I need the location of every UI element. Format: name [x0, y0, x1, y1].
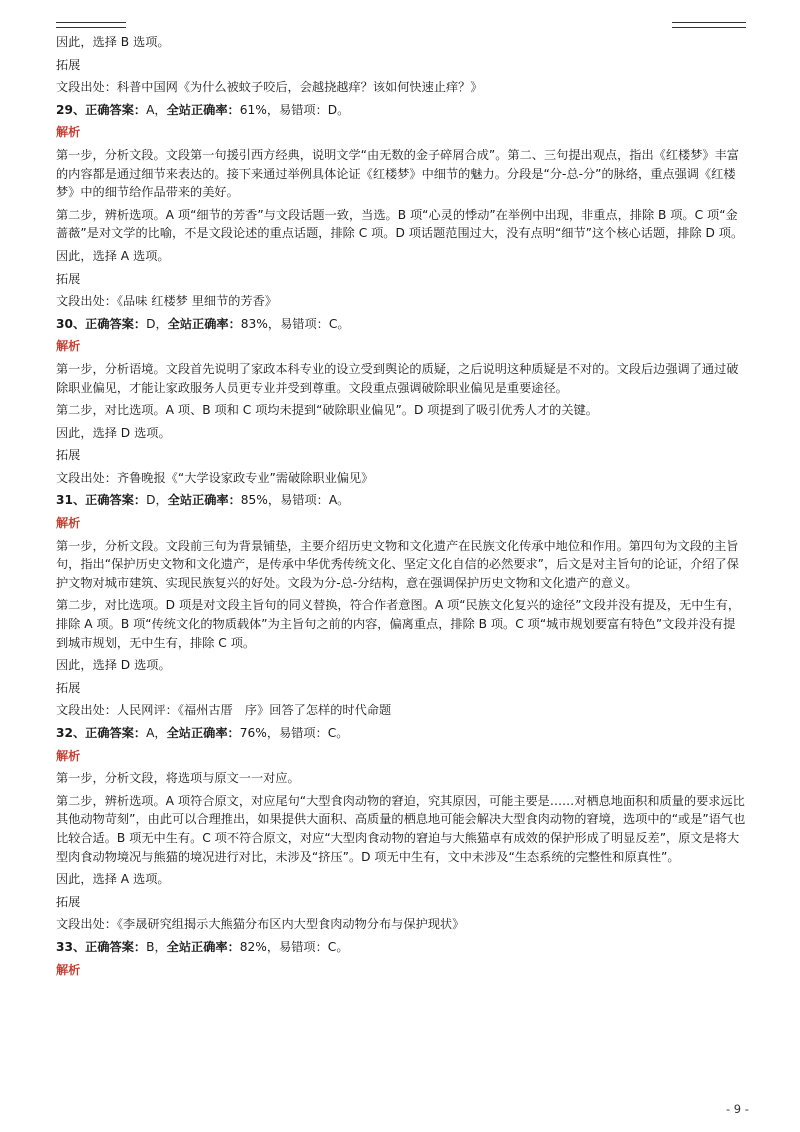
- source-line: 文段出处：《李晟研究组揭示大熊猫分布区内大型食肉动物分布与保护现状》: [56, 917, 465, 932]
- analysis-step2: 第二步，辨析选项。A 项“细节的芳香”与文段话题一致，当选。B 项“心灵的悸动”在举例中出现，非重点，排除 B 项。C 项“金蔷薇”是对文学的比喻，不是文段论述的重点话题，排除 C 项。D 项话题范围过大，没有点明“细节”这个核心话题，排除 D 项。: [56, 207, 744, 241]
- analysis-step2: 第二步，对比选项。D 项是对文段主旨句的同义替换，符合作者意图。A 项“民族文化复兴的途径”文段并没有提及，无中生有，排除 A 项。B 项“传统文化的物质载体”为主旨句之前的内容，偏离重点，排除 B 项。C 项“城市规划要富有特色”文段并没有提到城市规划，无中生有，排除 C 项。: [56, 598, 741, 650]
- extension-heading: 拓展: [56, 894, 81, 909]
- extension-heading: 拓展: [56, 57, 81, 72]
- source-line: 文段出处：《品味 红楼梦 里细节的芳香》: [56, 294, 278, 309]
- extension-heading: 拓展: [56, 271, 81, 286]
- conclusion-line: 因此，选择 A 选项。: [56, 248, 170, 263]
- question-30-answer: 30、正确答案：D，全站正确率：83%，易错项：C。: [56, 316, 350, 331]
- source-line: 文段出处：科普中国网《为什么被蚊子咬后，会越挠越痒？该如何快速止痒？》: [56, 80, 483, 95]
- conclusion-line: 因此，选择 A 选项。: [56, 872, 170, 887]
- question-33-answer: 33、正确答案：B，全站正确率：82%，易错项：C。: [56, 939, 349, 954]
- page-number: - 9 -: [726, 1102, 749, 1116]
- analysis-step2: 第二步，对比选项。A 项、B 项和 C 项均未提到“破除职业偏见”。D 项提到了吸引优秀人才的关键。: [56, 403, 598, 418]
- analysis-heading: 解析: [56, 339, 81, 354]
- conclusion-line: 因此，选择 D 选项。: [56, 658, 171, 673]
- extension-heading: 拓展: [56, 680, 81, 695]
- analysis-step1: 第一步，分析文段。文段第一句援引西方经典，说明文学“由无数的金子碎屑合成”。第二、三句提出观点，指出《红楼梦》丰富的内容都是通过细节来表达的。接下来通过举例具体论证《红楼梦》中细节的魅力。分段是“分-总-分”的脉络，重点强调《红楼梦》中的细节给作品带来的美好。: [56, 147, 739, 200]
- analysis-heading: 解析: [56, 962, 81, 977]
- conclusion-line: 因此，选择 D 选项。: [56, 425, 171, 440]
- conclusion-line: 因此，选择 B 选项。: [56, 35, 170, 49]
- page-content: [56, 33, 746, 983]
- analysis-step1: 第一步，分析文段，将选项与原文一一对应。: [56, 771, 300, 786]
- source-line: 文段出处：人民网评：《福州古厝 序》回答了怎样的时代命题: [56, 703, 392, 718]
- question-31-answer: 31、正确答案：D，全站正确率：85%，易错项：A。: [56, 493, 350, 508]
- question-32-answer: 32、正确答案：A，全站正确率：76%，易错项：C。: [56, 726, 349, 740]
- analysis-heading: 解析: [56, 125, 81, 140]
- extension-heading: 拓展: [56, 448, 81, 463]
- question-29-answer: 29、正确答案：A，全站正确率：61%，易错项：D。: [56, 102, 350, 117]
- analysis-step1: 第一步，分析文段。文段前三句为背景铺垫，主要介绍历史文物和文化遗产在民族文化传承中地位和作用。第四句为文段的主旨句，指出“保护历史文物和文化遗产，是传承中华优秀传统文化、坚定文化自信的必然要求”，后文是对主旨句的论证，介绍了保护文物对城市建筑、实现民族复兴的好处。文段为分-总-分结构，意在强调保护历史文物和文化遗产的意义。: [56, 538, 739, 590]
- analysis-step1: 第一步，分析语境。文段首先说明了家政本科专业的设立受到舆论的质疑，之后说明这种质疑是不对的。文段后边强调了通过破除职业偏见，才能让家政服务人员更专业并受到尊重。文段重点强调破除职业偏见是重要途径。: [56, 361, 739, 395]
- source-line: 文段出处：齐鲁晚报《“大学设家政专业”需破除职业偏见》: [56, 470, 374, 485]
- analysis-heading: 解析: [56, 516, 81, 531]
- header-rule-right: [672, 22, 746, 28]
- analysis-heading: 解析: [56, 748, 81, 763]
- header-rule-left: [56, 22, 126, 28]
- analysis-step2: 第二步，辨析选项。A 项符合原文，对应尾句“大型食肉动物的窘迫，究其原因，可能主要是……对栖息地面积和质量的要求远比其他动物苛刻”，由此可以合理推出，如果提供大面积、高质量的栖息地可能会解决大型食肉动物的窘境，选项中的“或是”语气也比较合适。B 项无中生有。C 项不符合原文，对应“大型肉食动物的窘迫与大熊猫卓有成效的保护形成了明显反差”，原文是将大型肉食动物境况与熊猫的境况进行对比，未涉及“挤压”。D 项无中生有，文中未涉及“生态系统的完整性和原真性”。: [56, 793, 746, 864]
